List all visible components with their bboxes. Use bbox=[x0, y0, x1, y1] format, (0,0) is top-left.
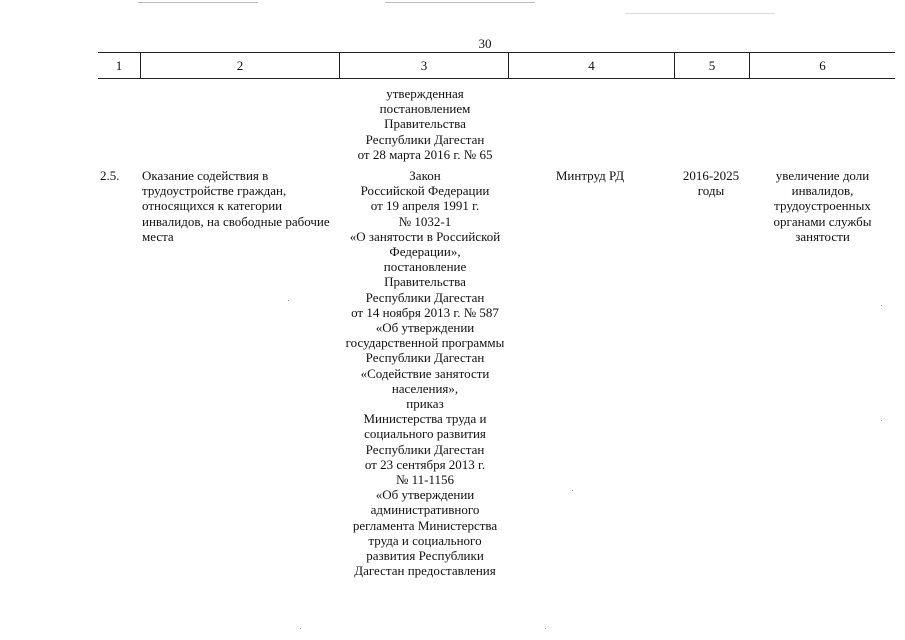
row-executor: Минтруд РД bbox=[555, 168, 625, 183]
text-line: места bbox=[142, 228, 174, 244]
scan-speck bbox=[545, 628, 546, 629]
text-line: утвержденная bbox=[386, 86, 464, 101]
text-line: Оказание содействия в bbox=[142, 168, 269, 183]
text-line: постановление bbox=[383, 259, 467, 275]
text-line: Российской Федерации bbox=[360, 183, 490, 199]
header-col-2: 2 bbox=[236, 58, 244, 73]
row-result bbox=[755, 168, 890, 244]
text-line: государственной программы bbox=[345, 335, 505, 351]
text-line: административного bbox=[370, 502, 480, 518]
row-period bbox=[666, 168, 756, 198]
text-line: № 1032-1 bbox=[398, 213, 452, 229]
text-line: органами службы bbox=[773, 213, 872, 229]
text-line: населения», bbox=[391, 380, 459, 396]
text-line: Республики Дагестан bbox=[365, 289, 485, 305]
text-line: 2016-2025 bbox=[682, 168, 740, 183]
row-description bbox=[142, 168, 342, 244]
text-line: Дагестан предоставления bbox=[354, 563, 496, 579]
continuation-legal-basis bbox=[335, 86, 515, 162]
scan-artifact-line bbox=[625, 13, 775, 14]
scan-speck bbox=[881, 305, 882, 306]
text-line: Республики Дагестан bbox=[365, 441, 485, 457]
scan-speck bbox=[881, 420, 882, 421]
text-line: инвалидов, на свободные рабочие bbox=[142, 213, 330, 229]
header-col-5: 5 bbox=[708, 58, 716, 73]
text-line: от 23 сентября 2013 г. bbox=[364, 456, 486, 472]
text-line: № 11-1156 bbox=[395, 472, 455, 488]
text-line: от 19 апреля 1991 г. bbox=[370, 198, 480, 214]
text-line: инвалидов, bbox=[791, 183, 854, 199]
text-line: Федерации», bbox=[389, 244, 461, 260]
text-line: «Содействие занятости bbox=[360, 365, 490, 381]
text-line: от 14 ноября 2013 г. № 587 bbox=[351, 304, 499, 320]
header-col-3: 3 bbox=[420, 58, 428, 73]
scan-speck bbox=[288, 300, 289, 301]
text-line: социального развития bbox=[364, 426, 486, 442]
text-line: трудоустроенных bbox=[774, 198, 871, 214]
text-line: «Об утверждении bbox=[375, 487, 475, 503]
text-line: Закон bbox=[409, 168, 441, 183]
text-line: Правительства bbox=[384, 274, 466, 290]
text-line: регламента Министерства bbox=[352, 517, 498, 533]
page-number: 30 bbox=[478, 36, 492, 51]
text-line: годы bbox=[697, 183, 725, 199]
scan-speck bbox=[572, 490, 573, 491]
header-col-4: 4 bbox=[588, 58, 595, 73]
text-line: трудоустройстве граждан, bbox=[142, 183, 287, 199]
scan-artifact-line bbox=[385, 2, 535, 3]
table-header bbox=[98, 52, 895, 79]
scan-speck bbox=[300, 628, 301, 629]
text-line: Министерства труда и bbox=[363, 411, 487, 427]
text-line: Правительства bbox=[384, 116, 466, 132]
text-line: «О занятости в Российской bbox=[349, 228, 501, 244]
text-line: относящихся к категории bbox=[142, 198, 283, 214]
text-line: увеличение доли bbox=[775, 168, 870, 183]
text-line: от 28 марта 2016 г. № 65 bbox=[357, 146, 493, 162]
text-line: занятости bbox=[795, 228, 850, 244]
header-col-6: 6 bbox=[819, 58, 826, 73]
header-col-1: 1 bbox=[115, 58, 123, 73]
text-line: труда и социального bbox=[368, 532, 482, 548]
text-line: постановлением bbox=[379, 101, 471, 117]
scan-artifact-line bbox=[138, 2, 258, 3]
row-number: 2.5. bbox=[100, 168, 120, 183]
row-legal-basis bbox=[330, 168, 520, 578]
text-line: развития Республики bbox=[366, 548, 484, 564]
text-line: Республики Дагестан bbox=[365, 350, 485, 366]
text-line: приказ bbox=[406, 396, 444, 412]
text-line: Республики Дагестан bbox=[365, 131, 485, 147]
text-line: «Об утверждении bbox=[375, 320, 475, 336]
